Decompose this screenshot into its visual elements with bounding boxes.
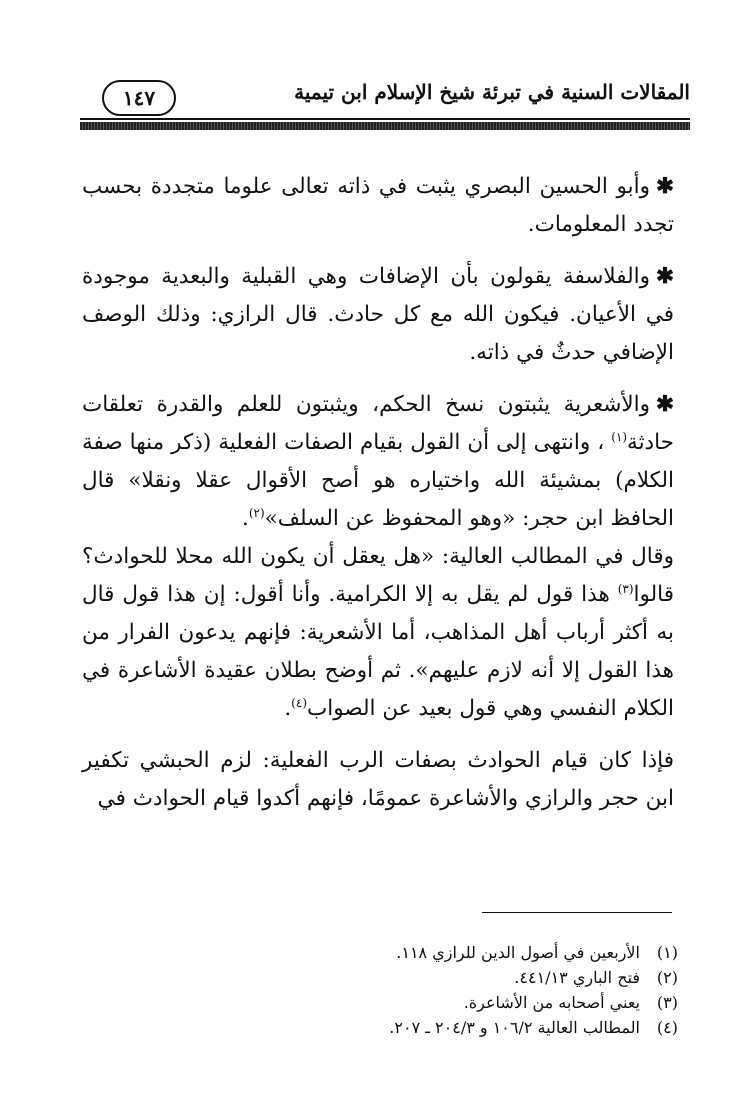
footnote-ref-4[interactable]: (٤) [291,695,307,710]
page-header [80,72,690,122]
footnote-ref-1[interactable]: (١) [611,429,628,444]
footnote-ref-3[interactable]: (٣) [617,581,634,596]
header-rule-thin [80,118,690,120]
paragraph-4: وقال في المطالب العالية: «هل يعقل أن يكون الله محلا للحوادث؟ قالوا$^{(٣)}$ هذا قول لم يقل به إلا الكرامية. وأنا أقول: إن هذا قول قال به أكثر أرباب أهل المذاهب، أما الأشعرية: فإنهم يدعون الفرار من هذا القول إلا أنه لازم عليهم». ثم أوضح بطلان عقيدة الأشاعرة في الكلام النفسي وهي قول بعيد عن الصواب$^{(٤)}$. [82,544,675,721]
bullet-star-icon: ✱ [655,174,674,199]
bullet-star-icon: ✱ [655,392,674,417]
bullet-star-icon: ✱ [655,264,674,289]
paragraph-1: ✱وأبو الحسين البصري يثبت في ذاته تعالى علوما متجددة بحسب تجدد المعلومات. [82,174,674,237]
footnote-2: (٢)فتح الباري ٤٤١/١٣. [514,968,678,987]
page-number: ١٤٧ [102,80,176,116]
footnote-ref-2[interactable]: (٢) [248,505,265,520]
footnote-4: (٤)المطالب العالية ١٠٦/٢ و ٢٠٤/٣ ـ ٢٠٧. [389,1018,678,1037]
footnote-1: (١)الأربعين في أصول الدين للرازي ١١٨. [396,943,678,962]
main-text [82,168,674,832]
paragraph-5: فإذا كان قيام الحوادث بصفات الرب الفعلية: لزم الحبشي تكفير ابن حجر والرازي والأشاعرة عمومًا، فإنهم أكدوا قيام الحوادث في [82,748,674,811]
paragraph-3: ✱والأشعرية يثبتون نسخ الحكم، ويثبتون للعلم والقدرة تعلقات حادثة$^{(١)}$ ، وانتهى إلى أن القول بقيام الصفات الفعلية (ذكر منها صفة الكلام) بمشيئة الله واختياره هو أصح الأقوال عقلا ونقلا» قال الحافظ ابن حجر: «وهو المحفوظ عن السلف»$^{(٢)}$. [82,392,674,531]
paragraph-2: ✱والفلاسفة يقولون بأن الإضافات وهي القبلية والبعدية موجودة في الأعيان. فيكون الله مع كل حادث. قال الرازي: وذلك الوصف الإضافي حدثٌ في ذاته. [82,264,674,365]
footnotes [200,940,678,1040]
footnote-3: (٣)يعني أصحابه من الأشاعرة. [463,993,678,1012]
running-title: المقالات السنية في تبرئة شيخ الإسلام ابن تيمية [294,80,690,104]
header-rule-thick [80,122,690,130]
footnote-separator [482,912,672,913]
